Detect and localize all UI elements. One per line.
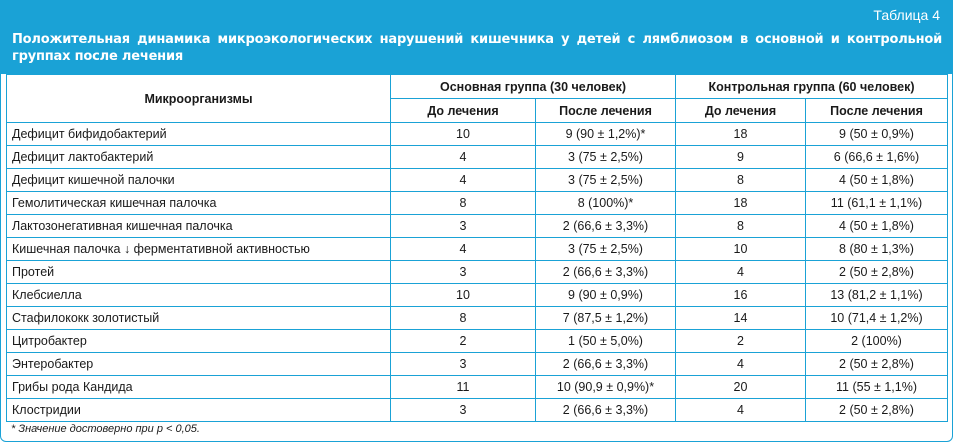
cell-control-after: 11 (55 ± 1,1%) <box>806 376 948 399</box>
cell-main-before: 4 <box>391 146 536 169</box>
cell-microorganism: Дефицит бифидобактерий <box>7 123 391 146</box>
cell-main-before: 8 <box>391 307 536 330</box>
cell-control-before: 10 <box>676 238 806 261</box>
column-header-control-after: После лечения <box>806 99 948 123</box>
cell-microorganism: Гемолитическая кишечная палочка <box>7 192 391 215</box>
cell-main-before: 4 <box>391 238 536 261</box>
header-row-groups <box>7 75 948 99</box>
cell-microorganism: Дефицит кишечной палочки <box>7 169 391 192</box>
cell-main-before: 10 <box>391 123 536 146</box>
cell-control-after: 13 (81,2 ± 1,1%) <box>806 284 948 307</box>
cell-main-after: 3 (75 ± 2,5%) <box>536 169 676 192</box>
cell-microorganism: Клостридии <box>7 399 391 422</box>
cell-control-before: 8 <box>676 169 806 192</box>
cell-main-before: 3 <box>391 399 536 422</box>
cell-microorganism: Клебсиелла <box>7 284 391 307</box>
cell-main-after: 1 (50 ± 5,0%) <box>536 330 676 353</box>
cell-control-before: 8 <box>676 215 806 238</box>
column-header-control-before: До лечения <box>676 99 806 123</box>
cell-microorganism: Цитробактер <box>7 330 391 353</box>
table-row <box>7 330 948 353</box>
table-header-band <box>1 1 952 74</box>
cell-main-after: 9 (90 ± 1,2%)* <box>536 123 676 146</box>
table-row <box>7 376 948 399</box>
table-row <box>7 399 948 422</box>
cell-control-before: 4 <box>676 261 806 284</box>
table-caption: Положительная динамика микроэкологических нарушений кишечника у детей с лямблиозом в основной и контрольной группах после лечения <box>12 32 942 64</box>
cell-microorganism: Лактозонегативная кишечная палочка <box>7 215 391 238</box>
table-row <box>7 123 948 146</box>
table-row <box>7 307 948 330</box>
table-row <box>7 261 948 284</box>
cell-main-after: 7 (87,5 ± 1,2%) <box>536 307 676 330</box>
table-row <box>7 146 948 169</box>
cell-control-before: 16 <box>676 284 806 307</box>
cell-control-after: 2 (100%) <box>806 330 948 353</box>
table-row <box>7 284 948 307</box>
cell-microorganism: Кишечная палочка ↓ ферментативной активностью <box>7 238 391 261</box>
cell-control-after: 8 (80 ± 1,3%) <box>806 238 948 261</box>
cell-main-after: 3 (75 ± 2,5%) <box>536 238 676 261</box>
cell-main-before: 3 <box>391 261 536 284</box>
table-row <box>7 238 948 261</box>
cell-microorganism: Протей <box>7 261 391 284</box>
cell-main-after: 2 (66,6 ± 3,3%) <box>536 399 676 422</box>
cell-control-before: 4 <box>676 399 806 422</box>
cell-main-after: 9 (90 ± 0,9%) <box>536 284 676 307</box>
cell-control-after: 2 (50 ± 2,8%) <box>806 353 948 376</box>
cell-microorganism: Энтеробактер <box>7 353 391 376</box>
column-header-microorganisms: Микроорганизмы <box>7 75 391 123</box>
cell-main-before: 2 <box>391 330 536 353</box>
column-header-main-before: До лечения <box>391 99 536 123</box>
column-header-main-group: Основная группа (30 человек) <box>391 75 676 99</box>
cell-control-before: 9 <box>676 146 806 169</box>
cell-control-after: 2 (50 ± 2,8%) <box>806 399 948 422</box>
column-header-main-after: После лечения <box>536 99 676 123</box>
cell-main-before: 8 <box>391 192 536 215</box>
cell-control-after: 6 (66,6 ± 1,6%) <box>806 146 948 169</box>
data-table <box>6 74 948 422</box>
table-row <box>7 353 948 376</box>
cell-main-before: 4 <box>391 169 536 192</box>
cell-control-before: 18 <box>676 192 806 215</box>
cell-main-after: 10 (90,9 ± 0,9%)* <box>536 376 676 399</box>
cell-main-after: 2 (66,6 ± 3,3%) <box>536 261 676 284</box>
cell-control-after: 4 (50 ± 1,8%) <box>806 215 948 238</box>
cell-main-after: 3 (75 ± 2,5%) <box>536 146 676 169</box>
table-row <box>7 192 948 215</box>
table-number: Таблица 4 <box>873 7 940 23</box>
cell-control-after: 2 (50 ± 2,8%) <box>806 261 948 284</box>
cell-microorganism: Стафилококк золотистый <box>7 307 391 330</box>
cell-control-before: 20 <box>676 376 806 399</box>
cell-control-before: 4 <box>676 353 806 376</box>
table-row <box>7 169 948 192</box>
cell-main-before: 3 <box>391 353 536 376</box>
cell-control-after: 9 (50 ± 0,9%) <box>806 123 948 146</box>
cell-main-after: 8 (100%)* <box>536 192 676 215</box>
cell-main-after: 2 (66,6 ± 3,3%) <box>536 215 676 238</box>
cell-main-after: 2 (66,6 ± 3,3%) <box>536 353 676 376</box>
cell-microorganism: Дефицит лактобактерий <box>7 146 391 169</box>
cell-main-before: 11 <box>391 376 536 399</box>
cell-control-after: 11 (61,1 ± 1,1%) <box>806 192 948 215</box>
column-header-control-group: Контрольная группа (60 человек) <box>676 75 948 99</box>
cell-control-before: 2 <box>676 330 806 353</box>
cell-microorganism: Грибы рода Кандида <box>7 376 391 399</box>
cell-control-after: 4 (50 ± 1,8%) <box>806 169 948 192</box>
cell-main-before: 3 <box>391 215 536 238</box>
cell-control-before: 14 <box>676 307 806 330</box>
footnote: * Значение достоверно при р < 0,05. <box>11 423 200 435</box>
table-row <box>7 215 948 238</box>
cell-main-before: 10 <box>391 284 536 307</box>
cell-control-before: 18 <box>676 123 806 146</box>
cell-control-after: 10 (71,4 ± 1,2%) <box>806 307 948 330</box>
